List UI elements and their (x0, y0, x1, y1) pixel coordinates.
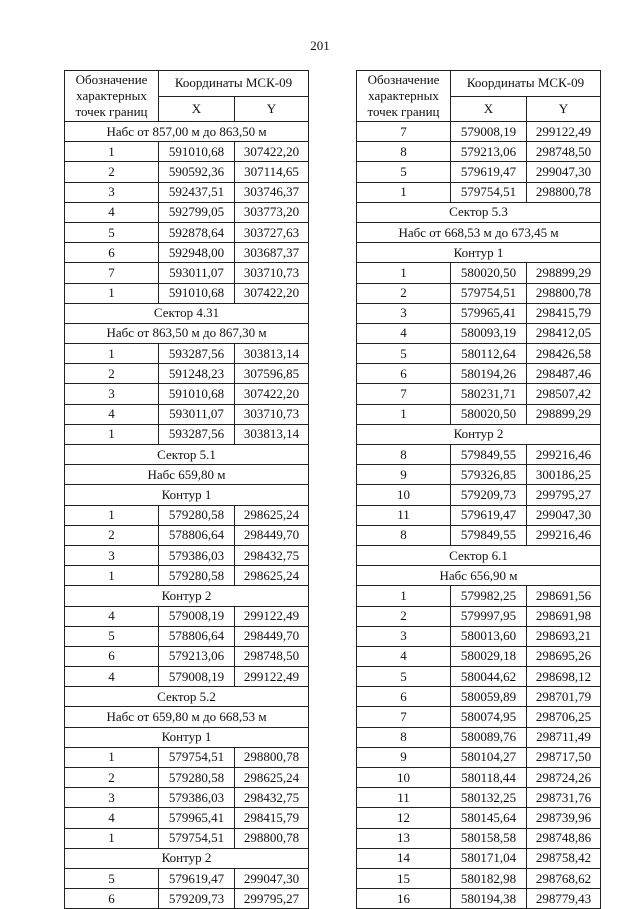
section-header: Набс 659,80 м (65, 465, 309, 485)
section-header-row (65, 323, 309, 343)
section-header-row (65, 303, 309, 323)
point-number-cell: 13 (357, 828, 451, 848)
x-coordinate-cell: 580194,38 (451, 889, 527, 909)
table-row (357, 525, 601, 545)
section-header-row (65, 465, 309, 485)
y-coordinate-cell: 299216,46 (527, 525, 601, 545)
point-number-cell: 8 (357, 525, 451, 545)
point-number-cell: 3 (65, 788, 159, 808)
point-number-cell: 16 (357, 889, 451, 909)
point-number-cell: 7 (65, 263, 159, 283)
table-row (65, 142, 309, 162)
point-number-cell: 11 (357, 788, 451, 808)
y-coordinate-cell: 307422,20 (235, 142, 309, 162)
point-number-cell: 10 (357, 768, 451, 788)
point-number-cell: 3 (65, 545, 159, 565)
point-number-cell: 6 (357, 364, 451, 384)
point-number-cell: 7 (357, 384, 451, 404)
x-coordinate-cell: 580194,26 (451, 364, 527, 384)
table-row (65, 606, 309, 626)
y-coordinate-cell: 299216,46 (527, 445, 601, 465)
table-row (357, 707, 601, 727)
point-number-cell: 15 (357, 868, 451, 888)
table-row (65, 889, 309, 909)
x-coordinate-cell: 579849,55 (451, 445, 527, 465)
x-coordinate-cell: 580145,64 (451, 808, 527, 828)
table-row (65, 222, 309, 242)
point-number-cell: 4 (65, 404, 159, 424)
table-row (357, 303, 601, 323)
x-coordinate-cell: 579280,58 (159, 505, 235, 525)
y-coordinate-cell: 298779,43 (527, 889, 601, 909)
coordinates-body-left (65, 122, 309, 909)
section-header-row (357, 424, 601, 444)
x-coordinate-cell: 579326,85 (451, 465, 527, 485)
x-coordinate-cell: 579619,47 (451, 505, 527, 525)
point-number-cell: 6 (357, 687, 451, 707)
x-coordinate-cell: 590592,36 (159, 162, 235, 182)
coordinates-body-right (357, 122, 601, 909)
table-row (357, 868, 601, 888)
point-number-cell: 8 (357, 142, 451, 162)
y-coordinate-cell: 298758,42 (527, 848, 601, 868)
x-coordinate-cell: 579008,19 (451, 122, 527, 142)
x-coordinate-cell: 580013,60 (451, 626, 527, 646)
x-coordinate-cell: 578806,64 (159, 525, 235, 545)
x-coordinate-cell: 579982,25 (451, 586, 527, 606)
table-row (357, 505, 601, 525)
point-number-cell: 3 (65, 182, 159, 202)
y-coordinate-cell: 298432,75 (235, 788, 309, 808)
y-coordinate-cell: 298691,56 (527, 586, 601, 606)
section-header-row (357, 545, 601, 565)
table-row (357, 586, 601, 606)
section-header: Сектор 5.2 (65, 687, 309, 707)
x-coordinate-cell: 579754,51 (451, 182, 527, 202)
table-row (357, 364, 601, 384)
y-coordinate-cell: 298800,78 (527, 182, 601, 202)
y-column-header: Y (527, 96, 601, 122)
section-header-row (65, 707, 309, 727)
y-coordinate-cell: 299122,49 (235, 667, 309, 687)
point-number-cell: 7 (357, 122, 451, 142)
point-number-cell: 1 (357, 586, 451, 606)
section-header-row (65, 122, 309, 142)
table-row (65, 808, 309, 828)
y-coordinate-cell: 298748,50 (527, 142, 601, 162)
table-row (65, 566, 309, 586)
point-number-cell: 8 (357, 727, 451, 747)
x-coordinate-cell: 580118,44 (451, 768, 527, 788)
section-header-row (65, 727, 309, 747)
x-coordinate-cell: 580231,71 (451, 384, 527, 404)
point-number-cell: 5 (357, 162, 451, 182)
x-coordinate-cell: 579997,95 (451, 606, 527, 626)
point-number-cell: 6 (65, 646, 159, 666)
point-number-cell: 5 (357, 667, 451, 687)
point-number-cell: 1 (65, 747, 159, 767)
section-header-row (357, 243, 601, 263)
y-coordinate-cell: 298507,42 (527, 384, 601, 404)
point-number-cell: 4 (65, 667, 159, 687)
x-coordinate-cell: 579386,03 (159, 788, 235, 808)
table-row (357, 667, 601, 687)
point-number-cell: 2 (357, 606, 451, 626)
x-coordinate-cell: 579213,06 (451, 142, 527, 162)
y-coordinate-cell: 307596,85 (235, 364, 309, 384)
table-row (357, 727, 601, 747)
section-header-row (65, 445, 309, 465)
y-coordinate-cell: 299122,49 (235, 606, 309, 626)
section-header: Контур 1 (65, 485, 309, 505)
y-column-header: Y (235, 96, 309, 122)
y-coordinate-cell: 298695,26 (527, 646, 601, 666)
section-header: Набс от 659,80 м до 668,53 м (65, 707, 309, 727)
y-coordinate-cell: 298415,79 (235, 808, 309, 828)
section-header-row (65, 687, 309, 707)
table-row (65, 243, 309, 263)
y-coordinate-cell: 300186,25 (527, 465, 601, 485)
table-row (357, 828, 601, 848)
section-header-row (65, 586, 309, 606)
point-number-cell: 1 (65, 505, 159, 525)
table-row (65, 384, 309, 404)
point-number-cell: 7 (357, 707, 451, 727)
y-coordinate-cell: 298731,76 (527, 788, 601, 808)
point-number-cell: 1 (357, 404, 451, 424)
x-coordinate-cell: 579754,51 (159, 747, 235, 767)
y-coordinate-cell: 303746,37 (235, 182, 309, 202)
section-header: Набс от 857,00 м до 863,50 м (65, 122, 309, 142)
y-coordinate-cell: 298706,25 (527, 707, 601, 727)
table-row (65, 626, 309, 646)
point-number-cell: 14 (357, 848, 451, 868)
point-number-cell: 1 (65, 424, 159, 444)
point-number-cell: 1 (357, 263, 451, 283)
table-row (65, 263, 309, 283)
point-number-cell: 4 (357, 323, 451, 343)
x-coordinate-cell: 591010,68 (159, 283, 235, 303)
y-coordinate-cell: 298800,78 (527, 283, 601, 303)
table-row (65, 182, 309, 202)
y-coordinate-cell: 303710,73 (235, 263, 309, 283)
table-row (65, 646, 309, 666)
point-number-cell: 4 (65, 606, 159, 626)
table-row (65, 768, 309, 788)
table-header-row (357, 71, 601, 97)
coordinates-group-header: Координаты МСК-09 (451, 71, 601, 97)
section-header-row (357, 566, 601, 586)
y-coordinate-cell: 298724,26 (527, 768, 601, 788)
y-coordinate-cell: 299047,30 (235, 868, 309, 888)
table-row (357, 404, 601, 424)
x-coordinate-cell: 579209,73 (159, 889, 235, 909)
x-coordinate-cell: 579008,19 (159, 667, 235, 687)
point-number-cell: 1 (65, 828, 159, 848)
point-number-cell: 4 (65, 808, 159, 828)
table-row (357, 263, 601, 283)
point-number-cell: 1 (65, 283, 159, 303)
point-number-cell: 3 (357, 626, 451, 646)
y-coordinate-cell: 298717,50 (527, 747, 601, 767)
x-coordinate-cell: 592878,64 (159, 222, 235, 242)
x-coordinate-cell: 591010,68 (159, 384, 235, 404)
section-header-row (65, 848, 309, 868)
y-coordinate-cell: 298432,75 (235, 545, 309, 565)
x-coordinate-cell: 592948,00 (159, 243, 235, 263)
x-coordinate-cell: 579965,41 (159, 808, 235, 828)
table-row (357, 626, 601, 646)
point-number-cell: 1 (65, 566, 159, 586)
table-row (357, 747, 601, 767)
table-row (65, 545, 309, 565)
table-row (357, 889, 601, 909)
x-coordinate-cell: 579849,55 (451, 525, 527, 545)
section-header: Набс от 863,50 м до 867,30 м (65, 323, 309, 343)
y-coordinate-cell: 299047,30 (527, 162, 601, 182)
table-row (357, 283, 601, 303)
x-coordinate-cell: 580020,50 (451, 263, 527, 283)
point-number-cell: 4 (65, 202, 159, 222)
table-row (65, 364, 309, 384)
coordinates-table-right (356, 70, 601, 909)
table-row (357, 182, 601, 202)
table-row (357, 465, 601, 485)
table-row (357, 606, 601, 626)
point-number-cell: 5 (65, 868, 159, 888)
table-row (65, 747, 309, 767)
x-coordinate-cell: 580182,98 (451, 868, 527, 888)
y-coordinate-cell: 299047,30 (527, 505, 601, 525)
x-coordinate-cell: 580029,18 (451, 646, 527, 666)
x-coordinate-cell: 580020,50 (451, 404, 527, 424)
table-row (357, 445, 601, 465)
section-header: Сектор 5.3 (357, 202, 601, 222)
table-row (65, 404, 309, 424)
x-coordinate-cell: 578806,64 (159, 626, 235, 646)
y-coordinate-cell: 298449,70 (235, 626, 309, 646)
y-coordinate-cell: 298426,58 (527, 344, 601, 364)
point-label-header: Обозначение характерных точек границ (357, 71, 451, 122)
point-number-cell: 1 (357, 182, 451, 202)
y-coordinate-cell: 298625,24 (235, 768, 309, 788)
x-coordinate-cell: 580104,27 (451, 747, 527, 767)
table-row (65, 788, 309, 808)
y-coordinate-cell: 298698,12 (527, 667, 601, 687)
point-number-cell: 2 (357, 283, 451, 303)
table-row (357, 384, 601, 404)
y-coordinate-cell: 298739,96 (527, 808, 601, 828)
x-coordinate-cell: 580074,95 (451, 707, 527, 727)
table-row (357, 848, 601, 868)
x-coordinate-cell: 592799,05 (159, 202, 235, 222)
y-coordinate-cell: 298768,62 (527, 868, 601, 888)
y-coordinate-cell: 298701,79 (527, 687, 601, 707)
y-coordinate-cell: 298899,29 (527, 263, 601, 283)
y-coordinate-cell: 298415,79 (527, 303, 601, 323)
y-coordinate-cell: 298412,05 (527, 323, 601, 343)
y-coordinate-cell: 298800,78 (235, 828, 309, 848)
x-coordinate-cell: 580132,25 (451, 788, 527, 808)
section-header: Набс от 668,53 м до 673,45 м (357, 222, 601, 242)
point-number-cell: 9 (357, 747, 451, 767)
point-number-cell: 11 (357, 505, 451, 525)
y-coordinate-cell: 303813,14 (235, 424, 309, 444)
y-coordinate-cell: 303727,63 (235, 222, 309, 242)
y-coordinate-cell: 303710,73 (235, 404, 309, 424)
x-coordinate-cell: 580093,19 (451, 323, 527, 343)
x-coordinate-cell: 579213,06 (159, 646, 235, 666)
y-coordinate-cell: 299795,27 (527, 485, 601, 505)
y-coordinate-cell: 298625,24 (235, 566, 309, 586)
table-header-row (65, 71, 309, 97)
table-row (357, 788, 601, 808)
point-number-cell: 3 (357, 303, 451, 323)
x-coordinate-cell: 593011,07 (159, 263, 235, 283)
table-row (65, 828, 309, 848)
x-coordinate-cell: 579619,47 (159, 868, 235, 888)
x-coordinate-cell: 580059,89 (451, 687, 527, 707)
y-coordinate-cell: 298711,49 (527, 727, 601, 747)
point-number-cell: 2 (65, 525, 159, 545)
table-row (65, 525, 309, 545)
table-row (357, 646, 601, 666)
table-row (357, 122, 601, 142)
table-row (65, 667, 309, 687)
section-header: Сектор 5.1 (65, 445, 309, 465)
y-coordinate-cell: 307422,20 (235, 384, 309, 404)
y-coordinate-cell: 298748,86 (527, 828, 601, 848)
y-coordinate-cell: 299122,49 (527, 122, 601, 142)
point-number-cell: 5 (65, 222, 159, 242)
x-coordinate-cell: 580158,58 (451, 828, 527, 848)
section-header: Контур 2 (65, 848, 309, 868)
x-coordinate-cell: 591248,23 (159, 364, 235, 384)
table-row (65, 162, 309, 182)
y-coordinate-cell: 298748,50 (235, 646, 309, 666)
y-coordinate-cell: 307422,20 (235, 283, 309, 303)
x-coordinate-cell: 580089,76 (451, 727, 527, 747)
section-header: Контур 2 (65, 586, 309, 606)
x-column-header: X (451, 96, 527, 122)
x-column-header: X (159, 96, 235, 122)
x-coordinate-cell: 579965,41 (451, 303, 527, 323)
point-number-cell: 5 (357, 344, 451, 364)
x-coordinate-cell: 580112,64 (451, 344, 527, 364)
y-coordinate-cell: 298625,24 (235, 505, 309, 525)
x-coordinate-cell: 593287,56 (159, 344, 235, 364)
x-coordinate-cell: 579008,19 (159, 606, 235, 626)
section-header: Сектор 4.31 (65, 303, 309, 323)
table-row (357, 162, 601, 182)
point-number-cell: 9 (357, 465, 451, 485)
x-coordinate-cell: 591010,68 (159, 142, 235, 162)
point-number-cell: 1 (65, 142, 159, 162)
point-number-cell: 2 (65, 768, 159, 788)
table-row (357, 768, 601, 788)
coordinates-table-left (64, 70, 309, 909)
point-number-cell: 5 (65, 626, 159, 646)
x-coordinate-cell: 579386,03 (159, 545, 235, 565)
section-header: Контур 2 (357, 424, 601, 444)
y-coordinate-cell: 298800,78 (235, 747, 309, 767)
x-coordinate-cell: 593011,07 (159, 404, 235, 424)
point-number-cell: 2 (65, 364, 159, 384)
y-coordinate-cell: 298449,70 (235, 525, 309, 545)
section-header: Контур 1 (357, 243, 601, 263)
point-number-cell: 1 (65, 344, 159, 364)
section-header-row (357, 202, 601, 222)
page-number: 201 (310, 38, 330, 53)
x-coordinate-cell: 592437,51 (159, 182, 235, 202)
x-coordinate-cell: 580171,04 (451, 848, 527, 868)
x-coordinate-cell: 580044,62 (451, 667, 527, 687)
point-label-header: Обозначение характерных точек границ (65, 71, 159, 122)
point-number-cell: 10 (357, 485, 451, 505)
y-coordinate-cell: 298691,98 (527, 606, 601, 626)
section-header: Сектор 6.1 (357, 545, 601, 565)
section-header: Набс 656,90 м (357, 566, 601, 586)
section-header-row (65, 485, 309, 505)
y-coordinate-cell: 298899,29 (527, 404, 601, 424)
point-number-cell: 3 (65, 384, 159, 404)
table-row (357, 142, 601, 162)
point-number-cell: 6 (65, 889, 159, 909)
point-number-cell: 2 (65, 162, 159, 182)
y-coordinate-cell: 299795,27 (235, 889, 309, 909)
table-row (65, 868, 309, 888)
table-row (65, 424, 309, 444)
table-row (357, 485, 601, 505)
table-row (65, 283, 309, 303)
table-row (357, 323, 601, 343)
table-row (357, 344, 601, 364)
x-coordinate-cell: 579209,73 (451, 485, 527, 505)
table-row (357, 687, 601, 707)
section-header-row (357, 222, 601, 242)
y-coordinate-cell: 298693,21 (527, 626, 601, 646)
coordinates-group-header: Координаты МСК-09 (159, 71, 309, 97)
point-number-cell: 8 (357, 445, 451, 465)
table-row (65, 202, 309, 222)
y-coordinate-cell: 303773,20 (235, 202, 309, 222)
x-coordinate-cell: 579754,51 (451, 283, 527, 303)
y-coordinate-cell: 307114,65 (235, 162, 309, 182)
table-row (65, 505, 309, 525)
x-coordinate-cell: 579280,58 (159, 566, 235, 586)
x-coordinate-cell: 579280,58 (159, 768, 235, 788)
point-number-cell: 6 (65, 243, 159, 263)
point-number-cell: 12 (357, 808, 451, 828)
x-coordinate-cell: 579754,51 (159, 828, 235, 848)
table-row (357, 808, 601, 828)
section-header: Контур 1 (65, 727, 309, 747)
x-coordinate-cell: 579619,47 (451, 162, 527, 182)
x-coordinate-cell: 593287,56 (159, 424, 235, 444)
y-coordinate-cell: 303687,37 (235, 243, 309, 263)
point-number-cell: 4 (357, 646, 451, 666)
y-coordinate-cell: 298487,46 (527, 364, 601, 384)
table-row (65, 344, 309, 364)
y-coordinate-cell: 303813,14 (235, 344, 309, 364)
